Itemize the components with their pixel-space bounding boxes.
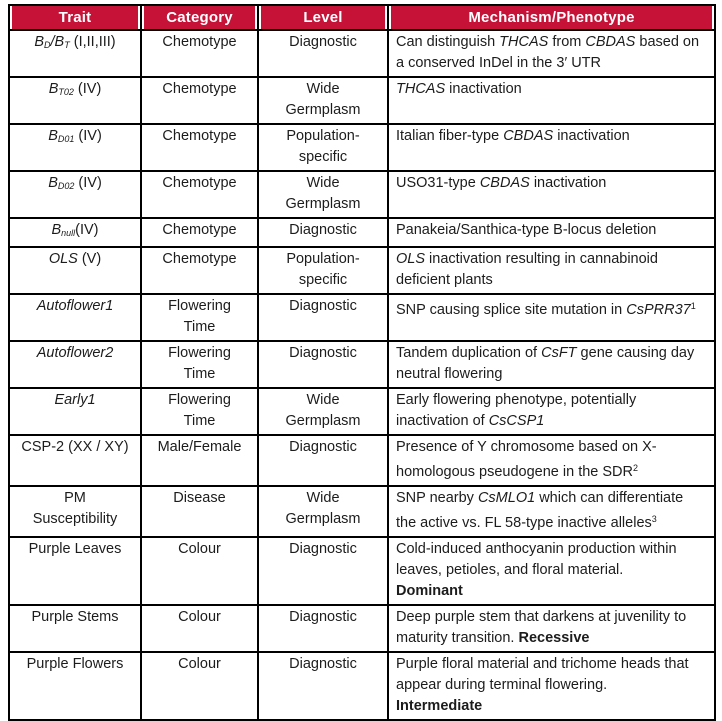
- table-row: [9, 652, 715, 720]
- cell-category: [141, 171, 258, 218]
- text-segment: Chemotype: [162, 251, 237, 267]
- cell-mechanism: [388, 247, 715, 294]
- header-row: [9, 5, 715, 30]
- text-segment: Autoflower2: [36, 345, 114, 361]
- cell-level: [258, 171, 388, 218]
- text-segment: D01: [57, 134, 75, 144]
- cell-category: [141, 124, 258, 171]
- cell-trait: [9, 537, 141, 605]
- text-segment: Diagnostic: [289, 609, 357, 625]
- text-segment: 2: [633, 463, 639, 473]
- text-segment: (IV): [75, 222, 99, 238]
- cell-trait: [9, 124, 141, 171]
- text-segment: 3: [651, 514, 657, 524]
- text-segment: CBDAS: [503, 128, 554, 144]
- text-segment: Diagnostic: [289, 298, 357, 314]
- cell-trait: [9, 605, 141, 652]
- text-segment: Colour: [178, 656, 221, 672]
- text-segment: CsMLO1: [477, 490, 536, 506]
- header-cell-level: [258, 5, 388, 30]
- cell-level: [258, 537, 388, 605]
- cell-mechanism: [388, 171, 715, 218]
- text-segment: inactivation resulting in cannabinoid deficient plants: [396, 251, 658, 288]
- cell-category: [141, 77, 258, 124]
- text-segment: Chemotype: [162, 128, 237, 144]
- cell-level: [258, 77, 388, 124]
- text-segment: Diagnostic: [289, 439, 357, 455]
- text-segment: 1: [690, 301, 696, 311]
- text-segment: CBDAS: [479, 175, 530, 191]
- cell-mechanism: [388, 388, 715, 435]
- cell-level: [258, 652, 388, 720]
- text-segment: USO31-type: [396, 175, 480, 191]
- text-segment: Colour: [178, 609, 221, 625]
- text-segment: D02: [57, 181, 75, 191]
- text-segment: Male/Female: [157, 439, 242, 455]
- text-segment: Chemotype: [162, 34, 237, 50]
- text-segment: Chemotype: [162, 175, 237, 191]
- text-segment: D: [44, 40, 51, 50]
- text-segment: Can distinguish: [396, 34, 500, 50]
- cell-mechanism: [388, 294, 715, 341]
- text-segment: Purple Flowers: [26, 656, 124, 672]
- text-segment: OLS: [396, 251, 426, 267]
- cell-mechanism: [388, 605, 715, 652]
- text-segment: Flowering: [168, 298, 231, 314]
- table-row: [9, 537, 715, 605]
- text-segment: Intermediate: [396, 698, 483, 714]
- text-segment: PM: [64, 490, 86, 506]
- text-segment: Presence of Y chromosome based on X-homologous pseudogene in the SDR: [396, 439, 657, 480]
- text-segment: Diagnostic: [289, 656, 357, 672]
- cell-trait: [9, 247, 141, 294]
- text-segment: Time: [183, 413, 216, 429]
- text-segment: Panakeia/Santhica-type B-locus deletion: [396, 222, 657, 238]
- header-label-trait: Trait: [12, 6, 138, 29]
- text-segment: B: [48, 128, 58, 144]
- text-segment: THCAS: [499, 34, 549, 50]
- text-segment: from: [548, 34, 586, 50]
- cell-level: [258, 124, 388, 171]
- table-row: [9, 388, 715, 435]
- text-segment: Italian fiber-type: [396, 128, 504, 144]
- table-row: [9, 605, 715, 652]
- text-segment: THCAS: [396, 81, 446, 97]
- cell-category: [141, 294, 258, 341]
- text-segment: Dominant: [396, 583, 463, 599]
- cell-category: [141, 652, 258, 720]
- text-segment: Germplasm: [285, 196, 361, 212]
- cell-mechanism: [388, 30, 715, 77]
- cell-mechanism: [388, 341, 715, 388]
- text-segment: Recessive: [518, 630, 590, 646]
- text-segment: (IV): [74, 175, 102, 191]
- text-segment: Disease: [173, 490, 226, 506]
- header-cell-mechanism: [388, 5, 715, 30]
- text-segment: Wide: [306, 490, 340, 506]
- text-segment: Cold-induced anthocyanin production within leaves, petioles, and floral material.: [396, 541, 677, 578]
- table-row: [9, 77, 715, 124]
- cell-mechanism: [388, 124, 715, 171]
- text-segment: Tandem duplication of: [396, 345, 542, 361]
- traits-table: [8, 4, 716, 721]
- text-segment: Chemotype: [162, 222, 237, 238]
- text-segment: Wide: [306, 175, 340, 191]
- cell-level: [258, 486, 388, 537]
- text-segment: Diagnostic: [289, 541, 357, 557]
- text-segment: (IV): [74, 128, 102, 144]
- cell-trait: [9, 218, 141, 247]
- text-segment: inactivation: [529, 175, 607, 191]
- text-segment: Susceptibility: [32, 511, 118, 527]
- table-row: [9, 124, 715, 171]
- text-segment: Flowering: [168, 345, 231, 361]
- header-cell-trait: [9, 5, 141, 30]
- table-row: [9, 30, 715, 77]
- text-segment: (IV): [73, 81, 102, 97]
- text-segment: CsFT: [541, 345, 577, 361]
- cell-trait: [9, 388, 141, 435]
- table-row: [9, 341, 715, 388]
- table-row: [9, 486, 715, 537]
- text-segment: Diagnostic: [289, 34, 357, 50]
- text-segment: Population-: [286, 128, 360, 144]
- text-segment: T: [64, 40, 70, 50]
- header-label-category: Category: [144, 6, 255, 29]
- cell-mechanism: [388, 486, 715, 537]
- text-segment: specific: [298, 272, 348, 288]
- text-segment: CBDAS: [585, 34, 636, 50]
- table-body: [9, 30, 715, 720]
- cell-category: [141, 218, 258, 247]
- text-segment: Germplasm: [285, 413, 361, 429]
- cell-trait: [9, 30, 141, 77]
- text-segment: T02: [58, 87, 74, 97]
- text-segment: Wide: [306, 392, 340, 408]
- cell-mechanism: [388, 77, 715, 124]
- table-row: [9, 171, 715, 218]
- cell-mechanism: [388, 537, 715, 605]
- cell-trait: [9, 171, 141, 218]
- cell-category: [141, 388, 258, 435]
- text-segment: Early1: [54, 392, 96, 408]
- text-segment: Diagnostic: [289, 345, 357, 361]
- text-segment: /: [50, 34, 55, 50]
- text-segment: null: [61, 228, 76, 238]
- cell-level: [258, 294, 388, 341]
- cell-category: [141, 605, 258, 652]
- text-segment: Time: [183, 366, 216, 382]
- cell-trait: [9, 652, 141, 720]
- cell-mechanism: [388, 218, 715, 247]
- header-cell-category: [141, 5, 258, 30]
- cell-category: [141, 30, 258, 77]
- text-segment: Colour: [178, 541, 221, 557]
- table-row: [9, 435, 715, 486]
- cell-level: [258, 30, 388, 77]
- cell-level: [258, 605, 388, 652]
- text-segment: Population-: [286, 251, 360, 267]
- cell-category: [141, 247, 258, 294]
- cell-trait: [9, 341, 141, 388]
- text-segment: inactivation: [445, 81, 522, 97]
- cell-trait: [9, 486, 141, 537]
- cell-level: [258, 388, 388, 435]
- text-segment: B: [51, 222, 62, 238]
- text-segment: Germplasm: [285, 511, 361, 527]
- cell-category: [141, 341, 258, 388]
- cell-level: [258, 341, 388, 388]
- cell-trait: [9, 77, 141, 124]
- text-segment: Flowering: [168, 392, 231, 408]
- text-segment: CsCSP1: [488, 413, 545, 429]
- text-segment: (V): [77, 251, 102, 267]
- cell-level: [258, 218, 388, 247]
- text-segment: Purple floral material and trichome heads that appear during terminal flowering.: [396, 656, 689, 693]
- table-row: [9, 294, 715, 341]
- cell-trait: [9, 435, 141, 486]
- text-segment: Early flowering phenotype, potentially inactivation of: [396, 392, 637, 429]
- text-segment: CSP-2 (XX / XY): [21, 439, 129, 455]
- text-segment: Deep purple stem that darkens at juvenility to maturity transition.: [396, 609, 687, 646]
- table-header: [9, 5, 715, 30]
- text-segment: Autoflower1: [36, 298, 114, 314]
- text-segment: SNP nearby: [396, 490, 478, 506]
- text-segment: SNP causing splice site mutation in: [396, 302, 627, 318]
- cell-mechanism: [388, 652, 715, 720]
- text-segment: Chemotype: [162, 81, 237, 97]
- text-segment: Purple Stems: [31, 609, 119, 625]
- text-segment: (I,II,III): [69, 34, 116, 50]
- text-segment: OLS: [48, 251, 78, 267]
- table-row: [9, 218, 715, 247]
- cell-level: [258, 247, 388, 294]
- cell-category: [141, 486, 258, 537]
- text-segment: Germplasm: [285, 102, 361, 118]
- text-segment: B: [48, 81, 59, 97]
- cell-trait: [9, 294, 141, 341]
- text-segment: Purple Leaves: [28, 541, 122, 557]
- text-segment: specific: [298, 149, 348, 165]
- text-segment: B: [48, 175, 58, 191]
- header-label-mechanism: Mechanism/Phenotype: [391, 6, 712, 29]
- text-segment: Wide: [306, 81, 340, 97]
- text-segment: B: [54, 34, 65, 50]
- text-segment: gene causing day neutral flowering: [396, 345, 695, 382]
- cell-level: [258, 435, 388, 486]
- text-segment: B: [34, 34, 45, 50]
- text-segment: Diagnostic: [289, 222, 357, 238]
- header-label-level: Level: [261, 6, 385, 29]
- cell-category: [141, 537, 258, 605]
- text-segment: inactivation: [553, 128, 630, 144]
- text-segment: CsPRR37: [626, 302, 691, 318]
- text-segment: based on a conserved InDel in the 3′ UTR: [396, 34, 700, 71]
- cell-category: [141, 435, 258, 486]
- cell-mechanism: [388, 435, 715, 486]
- table-row: [9, 247, 715, 294]
- text-segment: Time: [183, 319, 216, 335]
- text-segment: which can differentiate the active vs. FL 58-type inactive alleles: [396, 490, 684, 531]
